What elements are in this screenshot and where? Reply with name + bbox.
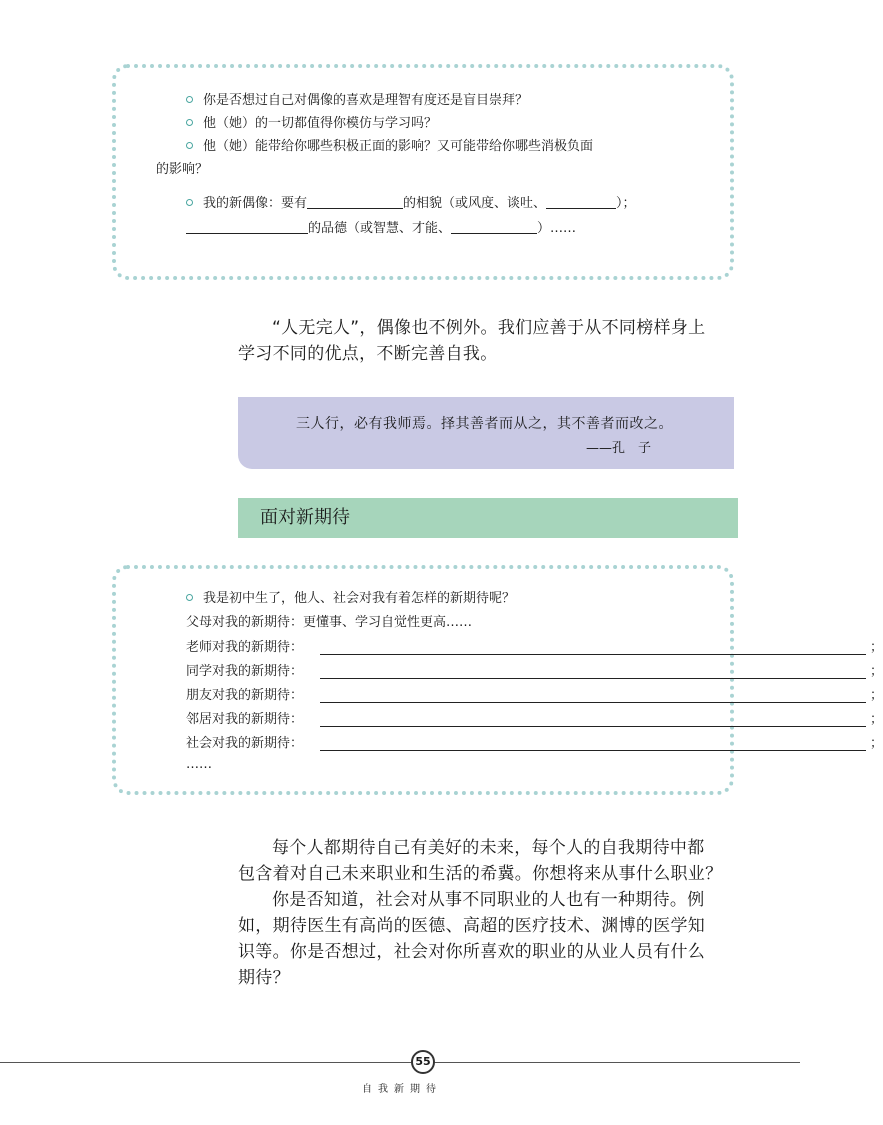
quote-text: 三人行，必有我师焉。择其善者而从之，其不善者而改之。 xyxy=(296,416,673,432)
expectation-question: 我是初中生了，他人、社会对我有着怎样的新期待呢？ xyxy=(186,590,515,608)
footer-divider xyxy=(0,1062,800,1063)
quote-box xyxy=(238,397,734,469)
fill-line[interactable] xyxy=(320,750,866,751)
expectation-row-neighbor: 邻居对我的新期待： ； xyxy=(186,712,883,727)
new-idol-fill-line-2: 的品德（或智慧、才能、 ）…… xyxy=(186,220,576,238)
fill-blank-manner[interactable] xyxy=(546,195,616,209)
fill-blank-talent[interactable] xyxy=(451,220,537,234)
footer-chapter-title: 自我新期待 xyxy=(362,1084,442,1095)
bullet-circle-icon xyxy=(186,142,193,149)
fill-line[interactable] xyxy=(320,654,866,655)
reflection-question-2: 他（她）的一切都值得你模仿与学习吗？ xyxy=(186,115,437,133)
expectation-example: 父母对我的新期待：更懂事、学习自觉性更高…… xyxy=(186,615,473,630)
new-idol-fill-line-1: 我的新偶像：要有 的相貌（或风度、谈吐、 ）； xyxy=(186,195,636,213)
expectation-row-classmate: 同学对我的新期待： ； xyxy=(186,664,883,679)
bullet-circle-icon xyxy=(186,199,193,206)
reflection-question-3-cont: 的影响？ xyxy=(156,162,209,177)
expectation-ellipsis: …… xyxy=(186,757,212,772)
expectation-row-friend: 朋友对我的新期待： ； xyxy=(186,688,883,703)
fill-line[interactable] xyxy=(320,678,866,679)
paragraph-line: 每个人都期待自己有美好的未来，每个人的自我期待中都 xyxy=(272,838,705,858)
section-title: 面对新期待 xyxy=(238,498,738,538)
bullet-circle-icon xyxy=(186,96,193,103)
paragraph-line: “人无完人”，偶像也不例外。我们应善于从不同榜样身上 xyxy=(272,318,706,338)
fill-line[interactable] xyxy=(320,702,866,703)
expectation-row-teacher: 老师对我的新期待： ； xyxy=(186,640,883,655)
paragraph-line: 你是否知道，社会对从事不同职业的人也有一种期待。例 xyxy=(272,890,705,910)
paragraph-line: 识等。你是否想过，社会对你所喜欢的职业的从业人员有什么 xyxy=(238,942,706,962)
quote-author: ——孔 子 xyxy=(586,441,652,456)
paragraph-line: 学习不同的优点，不断完善自我。 xyxy=(238,344,498,364)
fill-blank-virtue[interactable] xyxy=(186,220,308,234)
paragraph-line: 期待？ xyxy=(238,968,290,988)
reflection-question-3: 他（她）能带给你哪些积极正面的影响？又可能带给你哪些消极负面 xyxy=(186,138,593,156)
bullet-circle-icon xyxy=(186,594,193,601)
paragraph-line: 如，期待医生有高尚的医德、高超的医疗技术、渊博的医学知 xyxy=(238,916,706,936)
fill-blank-appearance[interactable] xyxy=(307,195,403,209)
expectation-row-society: 社会对我的新期待： ； xyxy=(186,736,883,751)
paragraph-line: 包含着对自己未来职业和生活的希冀。你想将来从事什么职业？ xyxy=(238,864,723,884)
reflection-question-1: 你是否想过自己对偶像的喜欢是理智有度还是盲目崇拜？ xyxy=(186,92,528,110)
bullet-circle-icon xyxy=(186,119,193,126)
page-number: 55 xyxy=(411,1050,435,1074)
fill-line[interactable] xyxy=(320,726,866,727)
